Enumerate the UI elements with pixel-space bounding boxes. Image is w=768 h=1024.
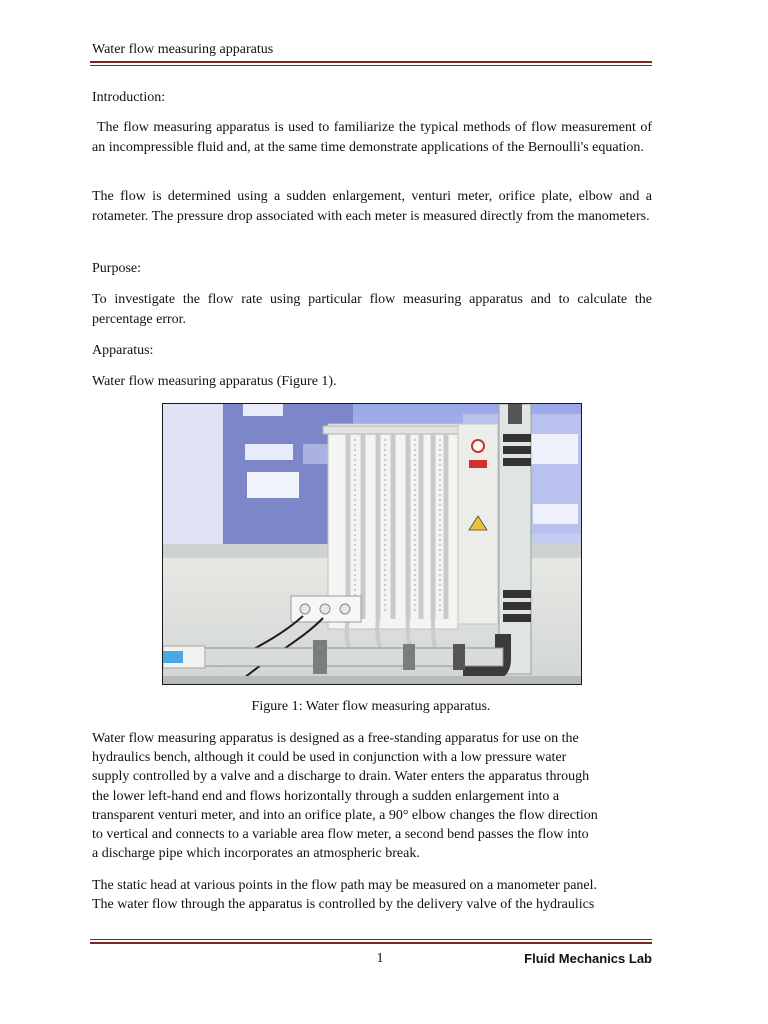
page-number: 1 — [376, 951, 384, 966]
figure-caption: Figure 1: Water flow measuring apparatus. — [251, 699, 491, 714]
apparatus-paragraph: Water flow measuring apparatus (Figure 1). — [92, 374, 337, 389]
apparatus-heading: Apparatus: — [92, 343, 154, 358]
introduction-heading: Introduction: — [92, 90, 166, 105]
header-rule-thick — [90, 61, 652, 63]
static-head-line: The water flow through the apparatus is controlled by the delivery valve of the hydraulics — [92, 897, 595, 913]
static-head-paragraph — [92, 876, 657, 914]
apparatus-illustration — [163, 404, 581, 684]
purpose-paragraph: To investigate the flow rate using particular flow measuring apparatus and to calculate the percentage error. — [92, 292, 652, 327]
description-line: Water flow measuring apparatus is designed as a free-standing apparatus for use on the — [92, 731, 579, 746]
footer-label: Fluid Mechanics Lab — [524, 951, 652, 966]
apparatus-photo — [162, 403, 582, 685]
header-title: Water flow measuring apparatus — [92, 42, 274, 57]
purpose-heading: Purpose: — [92, 261, 141, 276]
description-line: hydraulics bench, although it could be used in conjunction with a low pressure water — [92, 750, 567, 766]
description-line: transparent venturi meter, and into an orifice plate, a 90° elbow changes the flow direction — [92, 807, 598, 823]
description-line: to vertical and connects to a variable area flow meter, a second bend passes the flow into — [92, 827, 589, 843]
description-paragraph — [92, 729, 657, 863]
intro-paragraph-2: The flow is determined using a sudden enlargement, venturi meter, orifice plate, elbow and a rotameter. The pressure drop associated with each meter is measured directly from the manometers. — [92, 189, 652, 224]
static-head-line: The static head at various points in the flow path may be measured on a manometer panel. — [92, 878, 598, 893]
description-line: the lower left-hand end and flows horizontally through a sudden enlargement into a — [92, 788, 560, 804]
header-rule-thin — [90, 65, 652, 66]
intro-paragraph-1: The flow measuring apparatus is used to familiarize the typical methods of flow measurement of an incompressible fluid and, at the same time demonstrate applications of the Bernoulli's equation. — [92, 120, 652, 155]
footer-rule-thin — [90, 939, 652, 940]
footer-rule-thick — [90, 942, 652, 944]
description-line: supply controlled by a valve and a discharge to drain. Water enters the apparatus through — [92, 769, 590, 785]
description-line: a discharge pipe which incorporates an atmospheric break. — [92, 846, 420, 862]
